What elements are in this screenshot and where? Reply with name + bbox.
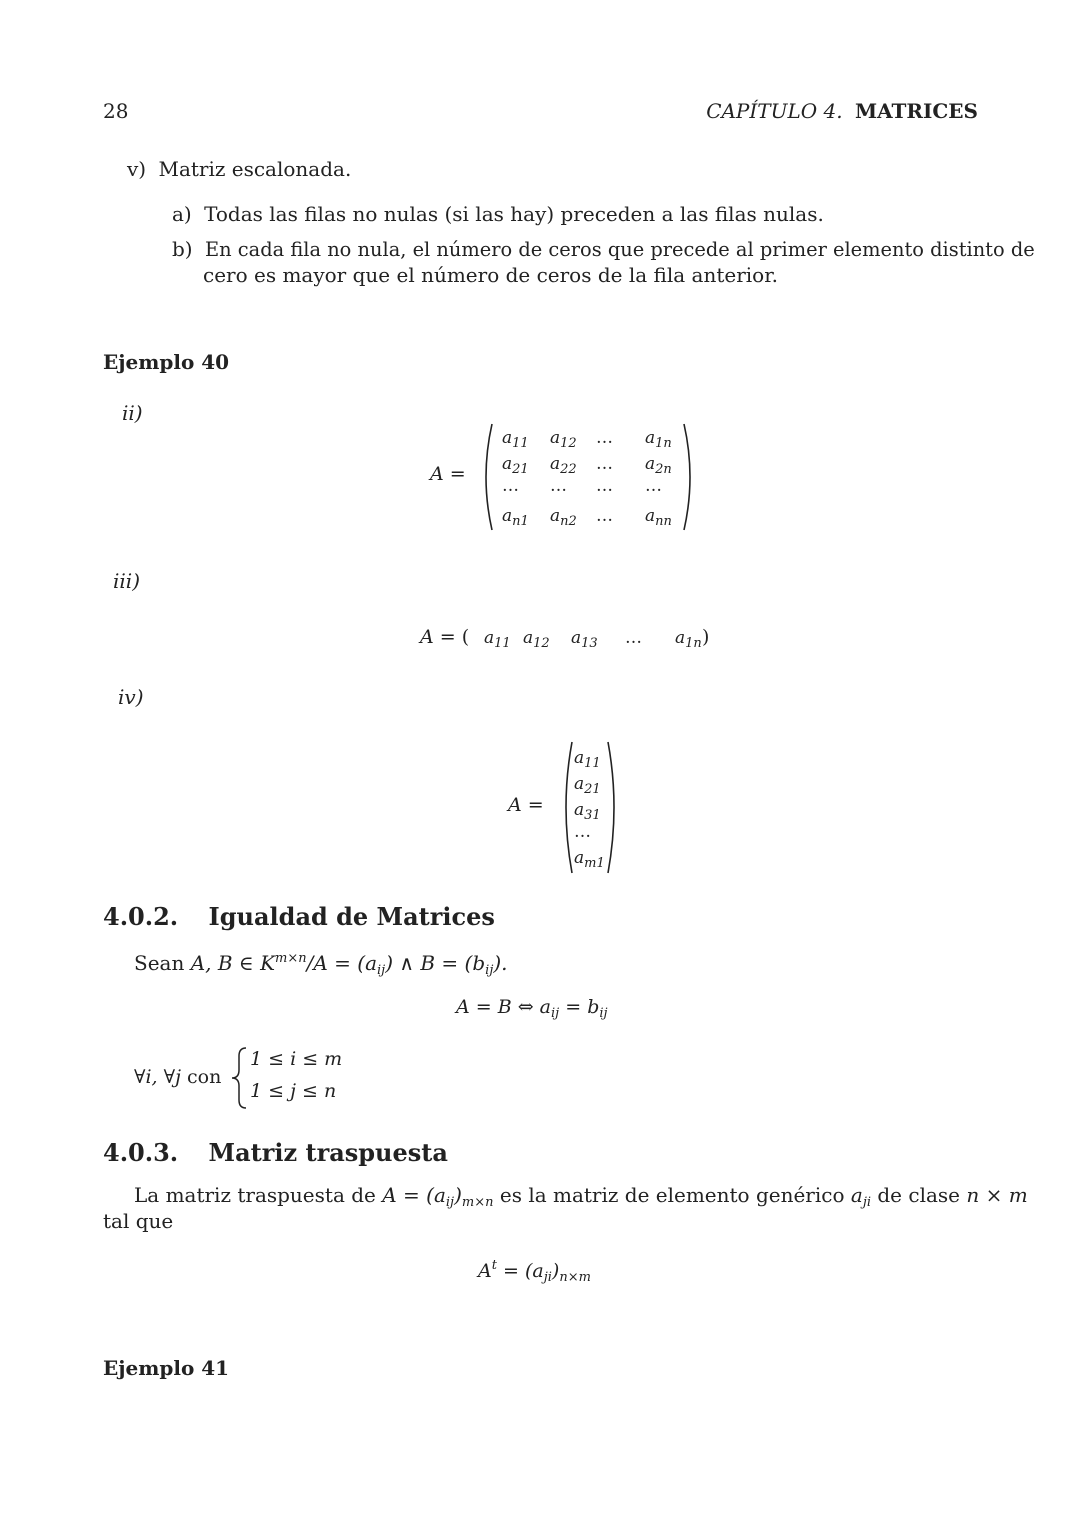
eq-dim: n×m bbox=[559, 1270, 591, 1285]
sub-item-text: Todas las filas no nulas (si las hay) preceden a las filas nulas. bbox=[204, 202, 824, 226]
sub-item-a bbox=[172, 201, 824, 227]
entry-subscript: 21 bbox=[584, 782, 601, 797]
eq-sub2: ij bbox=[599, 1006, 608, 1021]
condition-2: 1 ≤ j ≤ n bbox=[250, 1080, 337, 1102]
eq-A: A bbox=[478, 1260, 492, 1282]
para-suffix: de clase bbox=[877, 1183, 960, 1207]
para-elem-sub: ji bbox=[862, 1195, 872, 1210]
left-paren bbox=[558, 740, 574, 875]
entry-symbol: … bbox=[502, 476, 521, 496]
section-4-0-2-heading bbox=[103, 902, 495, 931]
section-4-0-3-para-line1 bbox=[134, 1182, 1028, 1216]
section-number: 4.0.2. bbox=[103, 902, 179, 931]
chapter-title: MATRICES bbox=[854, 99, 978, 123]
entry-subscript: 2n bbox=[655, 462, 672, 477]
entry-symbol: a bbox=[550, 506, 561, 526]
entry-symbol: … bbox=[596, 454, 615, 474]
matrix-entry bbox=[574, 748, 601, 771]
matrix-entry bbox=[550, 428, 577, 451]
left-brace bbox=[230, 1046, 248, 1110]
entry-symbol: a bbox=[550, 454, 561, 474]
condition-1: 1 ≤ i ≤ m bbox=[250, 1048, 343, 1070]
entry-subscript: 12 bbox=[560, 436, 577, 451]
entry-symbol: a bbox=[574, 748, 585, 768]
matrix-entry bbox=[502, 454, 529, 477]
section-4-0-3-heading bbox=[103, 1138, 448, 1167]
section-number: 4.0.3. bbox=[103, 1138, 179, 1167]
para-math bbox=[382, 1183, 494, 1210]
para-sub: ij bbox=[445, 1195, 455, 1210]
para-class: n × m bbox=[966, 1183, 1028, 1207]
entry-subscript: n1 bbox=[512, 514, 529, 529]
example-41-title: Ejemplo 41 bbox=[103, 1356, 230, 1380]
eq-sub1: ij bbox=[551, 1006, 560, 1021]
entry-symbol: a bbox=[645, 428, 656, 448]
entry-subscript: 13 bbox=[581, 636, 598, 651]
quantifier-text: ∀i, ∀j bbox=[134, 1066, 181, 1088]
transpose-equation bbox=[478, 1258, 591, 1285]
con-word: con bbox=[187, 1066, 222, 1088]
section-title: Igualdad de Matrices bbox=[208, 902, 495, 931]
entry-symbol: a bbox=[574, 800, 585, 820]
eq-sub: ji bbox=[543, 1270, 552, 1285]
matrix-entry bbox=[574, 822, 593, 842]
matrix-lhs bbox=[430, 463, 466, 485]
entry-subscript: nn bbox=[655, 514, 672, 529]
lhs-text: A = bbox=[430, 463, 466, 485]
matrix-entry bbox=[484, 628, 511, 651]
equality-equation bbox=[456, 996, 608, 1021]
entry-symbol: … bbox=[596, 506, 615, 526]
para-paren: ) bbox=[454, 1183, 462, 1207]
entry-subscript: 31 bbox=[584, 808, 601, 823]
entry-symbol: … bbox=[625, 628, 644, 648]
column-lhs bbox=[508, 794, 544, 816]
matrix-entry bbox=[645, 454, 672, 477]
section-4-0-3-para-line2: tal que bbox=[103, 1209, 174, 1233]
sub-item-b bbox=[172, 236, 1035, 263]
para-mid: es la matriz de elemento genérico bbox=[499, 1183, 845, 1207]
entry-symbol: a bbox=[645, 454, 656, 474]
entry-subscript: 22 bbox=[560, 462, 577, 477]
intro-math bbox=[190, 951, 508, 978]
eq-mid: = b bbox=[559, 996, 600, 1018]
entry-symbol: a bbox=[571, 628, 582, 648]
intro-end: ). bbox=[493, 951, 508, 975]
matrix-entry bbox=[523, 628, 550, 651]
list-text: Matriz escalonada. bbox=[158, 157, 352, 181]
eq-sup: t bbox=[491, 1258, 497, 1273]
entry-subscript: 1n bbox=[685, 636, 702, 651]
sub-item-label: b) bbox=[172, 237, 193, 261]
page-number: 28 bbox=[103, 99, 129, 123]
matrix-entry bbox=[574, 800, 601, 823]
intro-sub2: ij bbox=[485, 963, 494, 978]
para-math-a: A = (a bbox=[382, 1183, 446, 1207]
example-40-title: Ejemplo 40 bbox=[103, 350, 230, 374]
para-elem-a: a bbox=[850, 1183, 863, 1207]
intro-prefix: Sean bbox=[134, 951, 185, 975]
row-matrix bbox=[420, 624, 720, 658]
entry-subscript: n2 bbox=[560, 514, 577, 529]
entry-symbol: a bbox=[550, 428, 561, 448]
chapter-label: CAPÍTULO 4. bbox=[706, 99, 843, 123]
entry-subscript: 11 bbox=[494, 636, 511, 651]
matrix-entry bbox=[596, 428, 615, 448]
intro-rest: /A = (a bbox=[306, 951, 378, 975]
matrix-entry bbox=[502, 428, 529, 451]
matrix-entry bbox=[550, 506, 577, 529]
entry-symbol: … bbox=[550, 476, 569, 496]
column-matrix bbox=[508, 740, 628, 875]
matrix-entry bbox=[645, 506, 672, 529]
entry-symbol: a bbox=[645, 506, 656, 526]
close-paren: ) bbox=[702, 626, 710, 648]
intro-sub1: ij bbox=[377, 963, 386, 978]
matrix-entry bbox=[625, 628, 644, 648]
list-label: v) bbox=[127, 157, 147, 181]
entry-symbol: a bbox=[523, 628, 534, 648]
list-item-v bbox=[127, 156, 351, 182]
entry-symbol: a bbox=[502, 454, 513, 474]
eq-mid: = (a bbox=[496, 1260, 544, 1282]
para-elem bbox=[850, 1183, 872, 1210]
matrix-entry bbox=[574, 774, 601, 797]
square-matrix bbox=[420, 422, 710, 532]
matrix-entry bbox=[675, 628, 702, 651]
item-iii-label: iii) bbox=[113, 569, 140, 593]
matrix-entry bbox=[571, 628, 598, 651]
row-lhs bbox=[420, 626, 469, 648]
entry-symbol: … bbox=[596, 428, 615, 448]
intro-math-a: A, B ∈ K bbox=[190, 951, 276, 975]
entry-subscript: 12 bbox=[533, 636, 550, 651]
matrix-entry bbox=[645, 428, 672, 451]
open-paren: ( bbox=[461, 626, 470, 648]
entry-subscript: 11 bbox=[512, 436, 529, 451]
quantifier bbox=[134, 1066, 221, 1088]
matrix-entry bbox=[574, 848, 605, 871]
right-paren bbox=[682, 422, 698, 532]
right-paren bbox=[606, 740, 622, 875]
entry-subscript: 21 bbox=[512, 462, 529, 477]
index-conditions bbox=[134, 1044, 394, 1114]
entry-symbol: a bbox=[502, 506, 513, 526]
matrix-entry bbox=[596, 476, 615, 496]
sub-item-label: a) bbox=[172, 202, 192, 226]
intro-sup: m×n bbox=[275, 951, 307, 966]
entry-symbol: a bbox=[484, 628, 495, 648]
matrix-entry bbox=[502, 476, 521, 496]
entry-subscript: m1 bbox=[584, 856, 605, 871]
running-header bbox=[706, 98, 978, 124]
entry-symbol: … bbox=[596, 476, 615, 496]
entry-symbol: a bbox=[502, 428, 513, 448]
matrix-entry bbox=[596, 454, 615, 474]
intro-mid: ) ∧ B = (b bbox=[385, 951, 486, 975]
section-4-0-2-intro bbox=[134, 946, 508, 984]
entry-subscript: 1n bbox=[655, 436, 672, 451]
matrix-entry bbox=[550, 454, 577, 477]
matrix-entry bbox=[645, 476, 664, 496]
lhs-text: A = bbox=[508, 794, 544, 816]
section-title: Matriz traspuesta bbox=[208, 1138, 448, 1167]
entry-symbol: … bbox=[645, 476, 664, 496]
para-dim: m×n bbox=[461, 1195, 494, 1210]
left-paren bbox=[478, 422, 494, 532]
entry-symbol: a bbox=[574, 774, 585, 794]
sub-item-text-line1: En cada fila no nula, el número de ceros que precede al primer elemento distinto de bbox=[204, 238, 1035, 261]
eq-paren: ) bbox=[551, 1260, 560, 1282]
item-ii-label: ii) bbox=[122, 401, 143, 425]
entry-symbol: a bbox=[574, 848, 585, 868]
matrix-entry bbox=[550, 476, 569, 496]
para-prefix: La matriz traspuesta de bbox=[134, 1183, 376, 1207]
entry-symbol: … bbox=[574, 822, 593, 842]
entry-subscript: 11 bbox=[584, 756, 601, 771]
item-iv-label: iv) bbox=[118, 685, 144, 709]
eq-left: A = B ⇔ a bbox=[456, 996, 552, 1018]
entry-symbol: a bbox=[675, 628, 686, 648]
matrix-entry bbox=[502, 506, 529, 529]
sub-item-text-line2: cero es mayor que el número de ceros de la fila anterior. bbox=[203, 263, 778, 287]
matrix-entry bbox=[596, 506, 615, 526]
lhs-text: A = bbox=[420, 626, 456, 648]
